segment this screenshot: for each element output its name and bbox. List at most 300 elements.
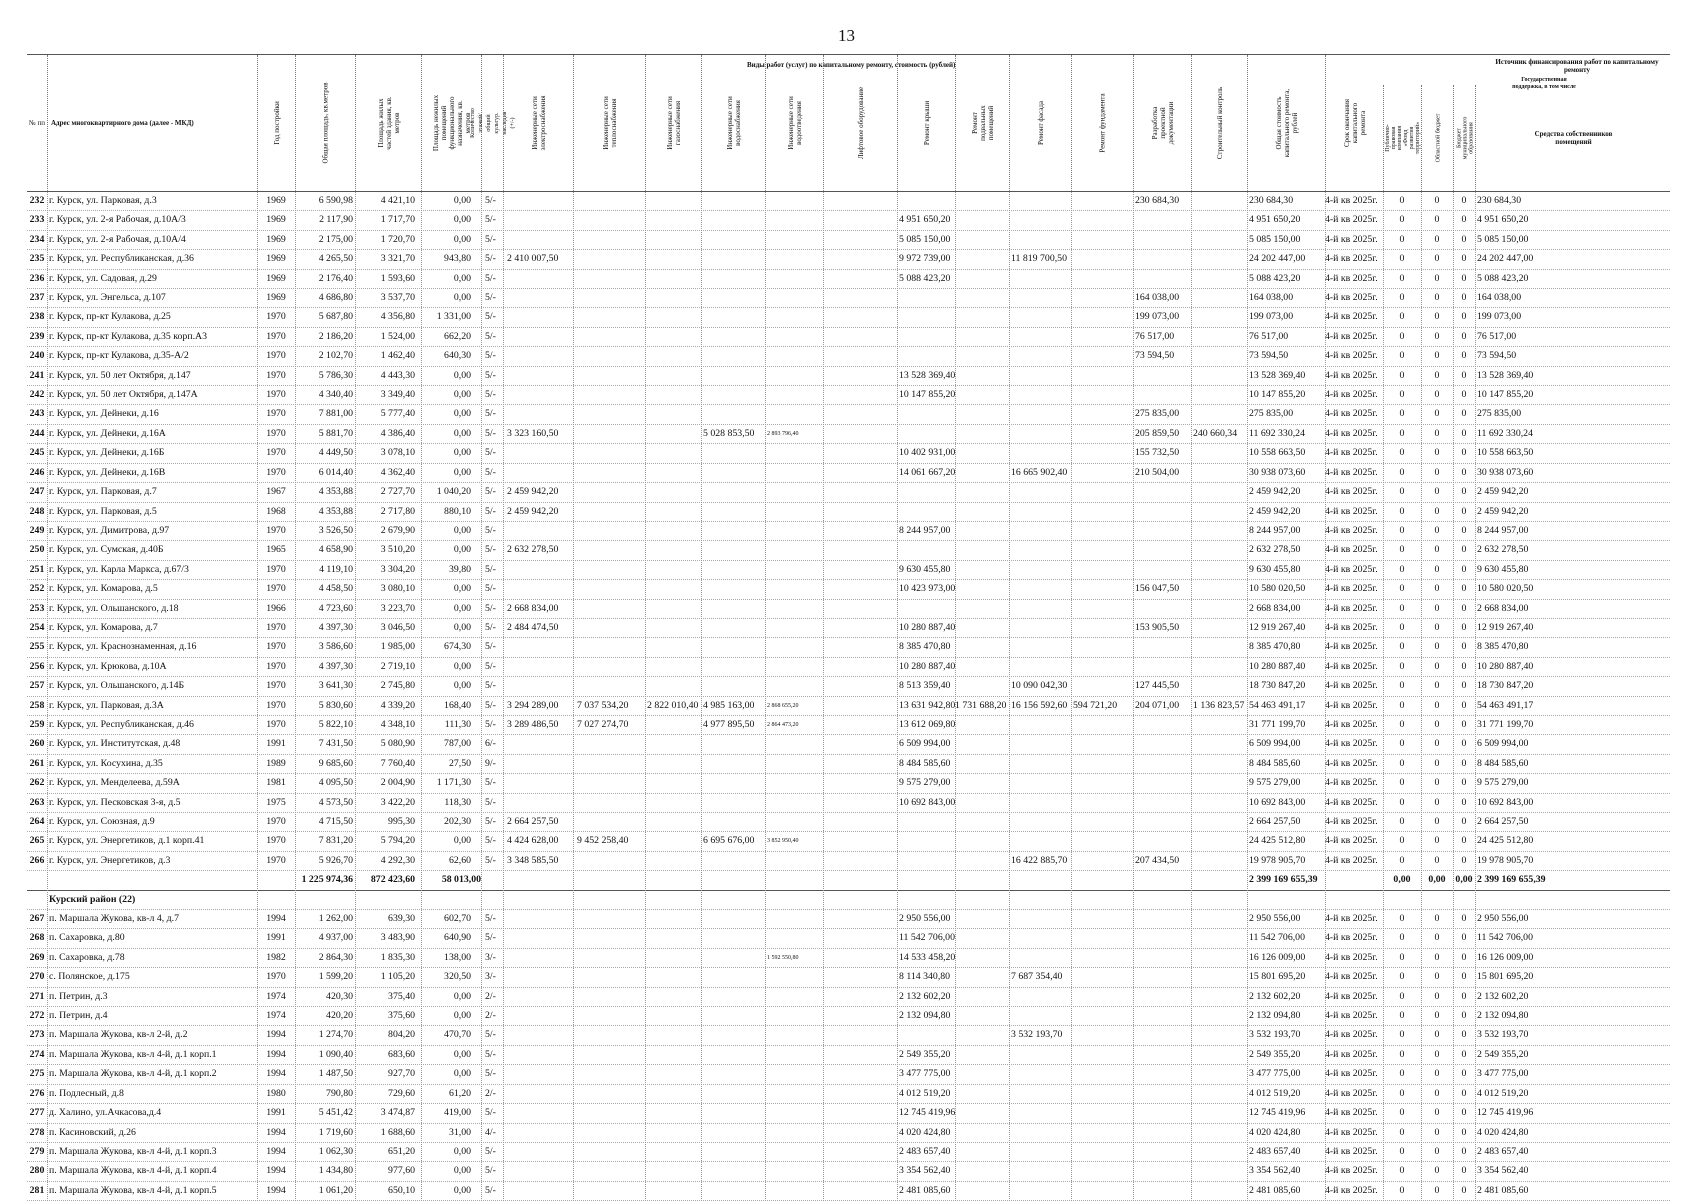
- cell-year: 1975: [266, 796, 286, 808]
- grid-line: [1475, 190, 1476, 1201]
- cell-proj: 205 859,50: [1135, 427, 1180, 439]
- cell-el: 3 294 289,00: [507, 699, 559, 711]
- cell-fl: 5/-: [485, 854, 496, 866]
- cell-fund: 0: [1399, 738, 1405, 750]
- cell-water: [703, 929, 765, 947]
- cell-el: [507, 386, 573, 404]
- cell-total: 2 132 094,80: [1249, 1010, 1301, 1022]
- cell-sewer: [767, 794, 823, 812]
- district-heading-row: [27, 891, 1670, 910]
- cell-na: 0,00: [453, 524, 471, 536]
- cell-term: 4-й кв 2025г.: [1325, 913, 1378, 925]
- cell-proj: [1135, 735, 1191, 753]
- cell-total: 2 668 834,00: [1249, 602, 1301, 614]
- cell-fund: 0: [1399, 427, 1405, 439]
- cell-water: [703, 755, 765, 773]
- cell-mun: 0: [1461, 757, 1467, 769]
- cell-la: 639,30: [388, 913, 415, 925]
- cell-ta: 9 685,60: [318, 757, 353, 769]
- cell-term: 4-й кв 2025г.: [1325, 447, 1378, 459]
- cell-water: [703, 211, 765, 229]
- cell-heat: [577, 852, 643, 870]
- cell-ctrl: [1193, 929, 1247, 947]
- col-oblast-label: Областной бюджет: [1435, 113, 1441, 163]
- cell-sewer: [767, 561, 823, 579]
- cell-fl: 5/-: [485, 680, 496, 692]
- cell-total: 199 073,00: [1249, 311, 1294, 323]
- cell-term: 4-й кв 2025г.: [1325, 544, 1378, 556]
- cell-ta: 1 062,30: [318, 1145, 353, 1157]
- cell-n: 258: [29, 699, 45, 711]
- cell-proj: [1135, 541, 1191, 559]
- cell-fund: 0: [1399, 621, 1405, 633]
- cell-found: [1073, 444, 1133, 462]
- cell-year: 1994: [266, 1068, 286, 1080]
- cell-roof: 2 132 094,80: [899, 1010, 951, 1022]
- cell-term: 4-й кв 2025г.: [1325, 233, 1378, 245]
- cell-term: 4-й кв 2025г.: [1325, 350, 1378, 362]
- cell-fund: 0: [1399, 1145, 1405, 1157]
- table-row: [27, 328, 1670, 347]
- table-row: [27, 405, 1670, 424]
- cell-fund: 0: [1399, 951, 1405, 963]
- cell-heat: [577, 1182, 643, 1200]
- cell-heat: [577, 211, 643, 229]
- grid-line: [955, 190, 956, 1201]
- cell-roof: [899, 425, 957, 443]
- cell-facade: [1011, 503, 1071, 521]
- cell-ta: 5 822,10: [318, 718, 353, 730]
- cell-obl: 0: [1434, 796, 1440, 808]
- cell-ctrl: [1193, 231, 1247, 249]
- cell-gas: [647, 328, 701, 346]
- cell-obl: 0: [1434, 505, 1440, 517]
- grid-line: [573, 190, 574, 1201]
- cell-na: 168,40: [444, 699, 471, 711]
- cell-na: 0,00: [453, 233, 471, 245]
- cell-addr: г. Курск, ул. Энергетиков, д.3: [49, 854, 171, 866]
- cell-base: [955, 1182, 1009, 1200]
- cell-la: 1 593,60: [380, 272, 415, 284]
- cell-na: 0,00: [453, 835, 471, 847]
- cell-fund: 0: [1399, 990, 1405, 1002]
- cell-sewer: [767, 1026, 823, 1044]
- cell-year: 1970: [266, 389, 286, 401]
- table-row: [27, 561, 1670, 580]
- cell-gas: [647, 658, 701, 676]
- cell-facade: [1011, 483, 1071, 501]
- cell-mun: 0: [1461, 292, 1467, 304]
- cell-sewer: [767, 813, 823, 831]
- cell-water: [703, 405, 765, 423]
- cell-fund: 0: [1399, 486, 1405, 498]
- cell-la: 3 046,50: [380, 621, 415, 633]
- cell-el: [507, 289, 573, 307]
- cell-facade: [1011, 231, 1071, 249]
- cell-na: 0,00: [453, 408, 471, 420]
- col-living-area-label: Площадь жилых частей здания, кв. метров: [377, 96, 401, 150]
- cell-obl: 0: [1434, 913, 1440, 925]
- col-roof-header: [897, 55, 956, 191]
- cell-ta: 4 458,50: [318, 583, 353, 595]
- cell-el: [507, 1007, 573, 1025]
- cell-na: 470,70: [444, 1029, 471, 1041]
- cell-found: [1073, 1143, 1133, 1161]
- subtotal-total: 2 399 169 655,39: [1249, 874, 1318, 886]
- cell-total: 12 745 419,96: [1249, 1107, 1306, 1119]
- cell-la: 375,40: [388, 990, 415, 1002]
- cell-n: 252: [29, 583, 45, 595]
- cell-proj: [1135, 1007, 1191, 1025]
- cell-gas: [647, 270, 701, 288]
- table-row: [27, 619, 1670, 638]
- cell-term: 4-й кв 2025г.: [1325, 660, 1378, 672]
- cell-ctrl: [1193, 1162, 1247, 1180]
- cell-total: 24 425 512,80: [1249, 835, 1306, 847]
- cell-gas: [647, 347, 701, 365]
- cell-mun: 0: [1461, 913, 1467, 925]
- cell-gas: [647, 988, 701, 1006]
- cell-heat: [577, 289, 643, 307]
- cell-n: 245: [29, 447, 45, 459]
- cell-sewer: [767, 464, 823, 482]
- cell-ctrl: [1193, 638, 1247, 656]
- cell-water: [703, 308, 765, 326]
- cell-gas: [647, 1143, 701, 1161]
- district-heading: Курский район (22): [49, 893, 136, 905]
- cell-heat: [577, 988, 643, 1006]
- cell-facade: [1011, 192, 1071, 210]
- col-munic-label: Бюджет муниципального образования: [1456, 116, 1475, 160]
- cell-roof: [899, 813, 957, 831]
- cell-total: 15 801 695,20: [1249, 971, 1306, 983]
- cell-ctrl: [1193, 677, 1247, 695]
- cell-fl: 5/-: [485, 777, 496, 789]
- cell-water: [703, 1104, 765, 1122]
- cell-water: [703, 580, 765, 598]
- cell-proj: [1135, 1085, 1191, 1103]
- cell-fund: 0: [1399, 563, 1405, 575]
- cell-found: [1073, 483, 1133, 501]
- cell-la: 5 080,90: [380, 738, 415, 750]
- cell-addr: г. Курск, ул. 50 лет Октября, д.147А: [49, 389, 198, 401]
- cell-la: 3 349,40: [380, 389, 415, 401]
- cell-found: [1073, 852, 1133, 870]
- cell-n: 275: [29, 1068, 45, 1080]
- cell-obl: 0: [1434, 777, 1440, 789]
- cell-addr: п. Маршала Жукова, кв-л 4-й, д.1 корп.2: [49, 1068, 217, 1080]
- table-row: [27, 211, 1670, 230]
- cell-found: [1073, 677, 1133, 695]
- cell-year: 1970: [266, 427, 286, 439]
- cell-na: 111,30: [444, 718, 471, 730]
- cell-water: [703, 1124, 765, 1142]
- cell-found: [1073, 1124, 1133, 1142]
- cell-term: 4-й кв 2025г.: [1325, 311, 1378, 323]
- cell-sewer: [767, 1182, 823, 1200]
- cell-fund: 0: [1399, 1010, 1405, 1022]
- cell-n: 263: [29, 796, 45, 808]
- cell-n: 276: [29, 1087, 45, 1099]
- cell-own: 10 580 020,50: [1477, 583, 1534, 595]
- cell-addr: с. Полянское, д.175: [49, 971, 130, 983]
- cell-year: 1994: [266, 1184, 286, 1196]
- cell-proj: [1135, 1124, 1191, 1142]
- cell-roof: [899, 832, 957, 850]
- col-year-header: [257, 55, 296, 191]
- cell-heat: [577, 619, 643, 637]
- cell-own: 9 630 455,80: [1477, 563, 1529, 575]
- cell-mun: 0: [1461, 1107, 1467, 1119]
- cell-water: [703, 600, 765, 618]
- cell-water: [703, 250, 765, 268]
- cell-ta: 1 599,20: [318, 971, 353, 983]
- cell-n: 269: [29, 951, 45, 963]
- cell-term: 4-й кв 2025г.: [1325, 718, 1378, 730]
- table-row: [27, 1046, 1670, 1065]
- table-row: [27, 638, 1670, 657]
- cell-total: 24 202 447,00: [1249, 253, 1306, 265]
- cell-sewer: [767, 328, 823, 346]
- cell-fund: 0: [1399, 311, 1405, 323]
- cell-obl: 0: [1434, 563, 1440, 575]
- cell-na: 0,00: [453, 1145, 471, 1157]
- cell-obl: 0: [1434, 1126, 1440, 1138]
- cell-heat: [577, 192, 643, 210]
- cell-mun: 0: [1461, 195, 1467, 206]
- cell-heat: [577, 755, 643, 773]
- grid-line: [1247, 190, 1248, 1201]
- cell-own: 8 484 585,60: [1477, 757, 1529, 769]
- table-row: [27, 755, 1670, 774]
- cell-roof: 14 061 667,20: [899, 466, 956, 478]
- cell-n: 280: [29, 1165, 45, 1177]
- cell-proj: [1135, 1182, 1191, 1200]
- grid-line: [1009, 190, 1010, 1201]
- cell-mun: 0: [1461, 796, 1467, 808]
- cell-term: 4-й кв 2025г.: [1325, 292, 1378, 304]
- table-row: [27, 444, 1670, 463]
- cell-gas: [647, 1182, 701, 1200]
- grid-line: [47, 190, 48, 1201]
- cell-found: [1073, 638, 1133, 656]
- cell-el: 2 459 942,20: [507, 486, 559, 498]
- cell-mun: 0: [1461, 1165, 1467, 1177]
- cell-ctrl: [1193, 619, 1247, 637]
- cell-own: 5 085 150,00: [1477, 233, 1529, 245]
- cell-fund: 0: [1399, 350, 1405, 362]
- col-foundation-header: [1071, 55, 1134, 191]
- cell-total: 19 978 905,70: [1249, 854, 1306, 866]
- grid-line: [897, 190, 898, 1201]
- table-row: [27, 794, 1670, 813]
- cell-facade: [1011, 1007, 1071, 1025]
- cell-sewer: [767, 774, 823, 792]
- cell-water: [703, 658, 765, 676]
- cell-proj: [1135, 832, 1191, 850]
- cell-ctrl: [1193, 386, 1247, 404]
- cell-n: 272: [29, 1010, 45, 1022]
- cell-gas: [647, 619, 701, 637]
- cell-la: 3 537,70: [380, 292, 415, 304]
- cell-own: 12 745 419,96: [1477, 1107, 1534, 1119]
- cell-el: [507, 270, 573, 288]
- cell-total: 4 020 424,80: [1249, 1126, 1301, 1138]
- col-floors-label: Количество этажей/общий культур. наследия (+/-): [470, 108, 516, 138]
- cell-ta: 4 686,80: [318, 292, 353, 304]
- cell-term: 4-й кв 2025г.: [1325, 214, 1378, 226]
- cell-obl: 0: [1434, 1184, 1440, 1196]
- cell-sewer: [767, 211, 823, 229]
- cell-n: 247: [29, 486, 45, 498]
- cell-addr: д. Халино, ул.Ачкасова,д.4: [49, 1107, 162, 1119]
- col-oblast-header: [1421, 85, 1454, 191]
- cell-sewer: [767, 910, 823, 928]
- cell-water: [703, 503, 765, 521]
- cell-mun: 0: [1461, 524, 1467, 536]
- cell-fl: 5/-: [485, 1165, 496, 1177]
- cell-addr: г. Курск, ул. Союзная, д.9: [49, 816, 155, 827]
- cell-fund: 0: [1399, 369, 1405, 381]
- cell-la: 1 985,00: [380, 641, 415, 653]
- cell-mun: 0: [1461, 854, 1467, 866]
- cell-roof: [899, 503, 957, 521]
- cell-facade: 3 532 193,70: [1011, 1029, 1063, 1041]
- cell-obl: 0: [1434, 835, 1440, 847]
- cell-na: 0,00: [453, 1184, 471, 1196]
- cell-term: 4-й кв 2025г.: [1325, 1010, 1378, 1022]
- cell-roof: 8 114 340,80: [899, 971, 951, 983]
- grid-line: [701, 190, 702, 1201]
- col-nonres-area-label: Площадь нежилых помещений функционального назначения, кв. метров: [432, 94, 472, 152]
- cell-fund: 0: [1399, 505, 1405, 517]
- cell-addr: п. Маршала Жукова, кв-л 4-й, д.1 корп.5: [49, 1184, 217, 1196]
- cell-la: 4 356,80: [380, 311, 415, 323]
- cell-heat: [577, 658, 643, 676]
- cell-fl: 5/-: [485, 835, 496, 847]
- cell-fl: 5/-: [485, 427, 496, 439]
- cell-sewer: [767, 1085, 823, 1103]
- cell-base: [955, 774, 1009, 792]
- col-address-label: Адрес многоквартирного дома (далее - МКД): [51, 119, 194, 127]
- cell-gas: [647, 580, 701, 598]
- grid-line: [1383, 190, 1384, 1201]
- cell-mun: 0: [1461, 621, 1467, 633]
- cell-el: [507, 367, 573, 385]
- cell-gas: [647, 794, 701, 812]
- cell-year: 1989: [266, 757, 286, 769]
- cell-obl: 0: [1434, 602, 1440, 614]
- cell-base: [955, 425, 1009, 443]
- cell-n: 256: [29, 660, 45, 672]
- cell-year: 1970: [266, 641, 286, 653]
- cell-obl: 0: [1434, 311, 1440, 323]
- cell-facade: [1011, 541, 1071, 559]
- cell-mun: 0: [1461, 1068, 1467, 1080]
- cell-facade: [1011, 580, 1071, 598]
- cell-la: 3 078,10: [380, 447, 415, 459]
- cell-el: [507, 308, 573, 326]
- cell-roof: 9 630 455,80: [899, 563, 951, 575]
- cell-base: [955, 929, 1009, 947]
- cell-ctrl: [1193, 968, 1247, 986]
- cell-found: [1073, 716, 1133, 734]
- cell-mun: 0: [1461, 738, 1467, 750]
- cell-total: 76 517,00: [1249, 330, 1289, 342]
- cell-own: 9 575 279,00: [1477, 777, 1529, 789]
- cell-ctrl: [1193, 464, 1247, 482]
- cell-roof: 6 509 994,00: [899, 738, 951, 750]
- col-gas-label: Инженерные сети газоснабжения: [666, 96, 682, 150]
- cell-term: 4-й кв 2025г.: [1325, 1048, 1378, 1060]
- cell-addr: г. Курск, ул. Сумская, д.40Б: [49, 544, 164, 556]
- col-lift-label: Лифтовое оборудование: [857, 86, 865, 160]
- subtotal-ta: 1 225 974,36: [301, 874, 353, 886]
- cell-total: 8 244 957,00: [1249, 524, 1301, 536]
- cell-own: 230 684,30: [1477, 195, 1522, 206]
- cell-el: [507, 949, 573, 967]
- cell-year: 1970: [266, 311, 286, 323]
- cell-own: 13 528 369,40: [1477, 369, 1534, 381]
- cell-n: 267: [29, 913, 45, 925]
- cell-own: 3 532 193,70: [1477, 1029, 1529, 1041]
- cell-year: 1970: [266, 524, 286, 536]
- cell-sewer: [767, 192, 823, 210]
- cell-la: 650,10: [388, 1184, 415, 1196]
- cell-ta: 1 274,70: [318, 1029, 353, 1041]
- cell-gas: [647, 192, 701, 210]
- cell-el: [507, 444, 573, 462]
- cell-base: [955, 347, 1009, 365]
- cell-n: 270: [29, 971, 45, 983]
- cell-ta: 2 175,00: [318, 233, 353, 245]
- cell-proj: [1135, 1065, 1191, 1083]
- table-row: [27, 677, 1670, 696]
- cell-facade: 16 422 885,70: [1011, 854, 1068, 866]
- cell-ta: 4 095,50: [318, 777, 353, 789]
- cell-total: 10 558 663,50: [1249, 447, 1306, 459]
- cell-ctrl: [1193, 988, 1247, 1006]
- cell-gas: [647, 386, 701, 404]
- cell-own: 10 147 855,20: [1477, 389, 1534, 401]
- cell-addr: г. Курск, пр-кт Кулакова, д.35 корп.А3: [49, 330, 207, 342]
- cell-found: [1073, 755, 1133, 773]
- cell-water: [703, 522, 765, 540]
- cell-term: 4-й кв 2025г.: [1325, 1087, 1378, 1099]
- cell-el: 3 348 585,50: [507, 854, 559, 866]
- cell-fl: 9/-: [485, 757, 496, 769]
- cell-gas: [647, 852, 701, 870]
- cell-base: [955, 1124, 1009, 1142]
- cell-ta: 4 723,60: [318, 602, 353, 614]
- cell-water: [703, 735, 765, 753]
- cell-na: 0,00: [453, 680, 471, 692]
- cell-year: 1969: [266, 292, 286, 304]
- cell-fund: 0: [1399, 1126, 1405, 1138]
- cell-el: [507, 1046, 573, 1064]
- col-total-cost-label: Общая стоимость капитального ремонта, рублей: [1275, 88, 1299, 158]
- cell-facade: [1011, 308, 1071, 326]
- cell-mun: 0: [1461, 447, 1467, 459]
- cell-mun: 0: [1461, 1145, 1467, 1157]
- cell-year: 1970: [266, 621, 286, 633]
- works-group-title: Виды работ (услуг) по капитальному ремонту, стоимость (рублей): [747, 61, 956, 69]
- cell-year: 1991: [266, 738, 286, 750]
- cell-facade: [1011, 367, 1071, 385]
- cell-addr: г. Курск, ул. Менделеева, д.59А: [49, 777, 180, 789]
- cell-own: 6 509 994,00: [1477, 738, 1529, 750]
- cell-sewer: 1 592 550,80: [767, 954, 799, 961]
